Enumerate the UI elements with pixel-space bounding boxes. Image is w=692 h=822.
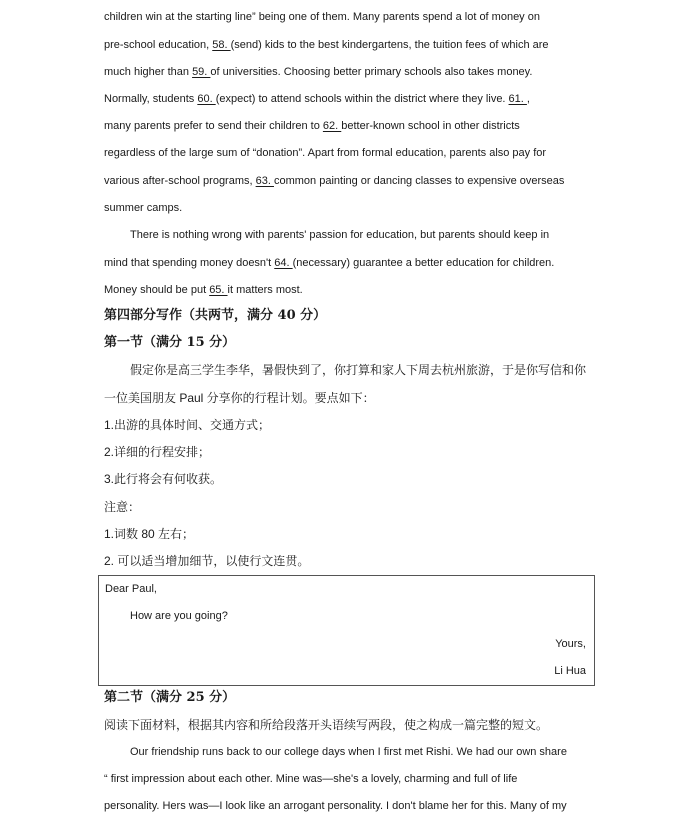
blank-59: 59.: [192, 66, 211, 78]
blank-62: 62.: [322, 120, 342, 132]
story-line-2: “ first impression about each other. Mine was—she's a lovely, charming and full of life: [104, 773, 518, 785]
letter-greeting: Dear Paul,: [105, 583, 157, 595]
passage-line-3: much higher than 59. of universities. Choosing better primary schools also takes money.: [104, 66, 533, 78]
story-line-1: Our friendship runs back to our college days when I first met Rishi. We had our own share: [130, 746, 567, 758]
passage-line-10: mind that spending money doesn't 64. (necessary) guarantee a better education for children.: [104, 257, 555, 269]
blank-58: 58.: [212, 39, 231, 51]
story-line-3: personality. Hers was—I look like an arrogant personality. I don't blame her for this. Many of my: [104, 800, 567, 812]
blank-61: 61.: [508, 93, 527, 105]
note-label: 注意：: [104, 500, 141, 514]
passage-line-6: regardless of the large sum of “donation”. Apart from formal education, parents also pay for: [104, 147, 547, 159]
note-1: 1.词数 80 左右；: [104, 527, 195, 541]
section2-instruction: 阅读下面材料，根据其内容和所给段落开头语续写两段，使之构成一篇完整的短文。: [104, 718, 549, 732]
section1-prompt-1: 假定你是高三学生李华，暑假快到了，你打算和家人下周去杭州旅游，于是你写信和你: [130, 363, 587, 377]
writing-part-title: 第四部分写作（共两节，满分 40 分）: [104, 308, 327, 323]
passage-line-11: Money should be put 65. it matters most.: [104, 284, 303, 296]
passage-line-4: Normally, students 60. (expect) to attend schools within the district where they live. 61. ,: [104, 93, 530, 105]
passage-line-8: summer camps.: [104, 202, 183, 214]
letter-box: [98, 575, 595, 686]
letter-opening: How are you going?: [130, 610, 228, 622]
letter-closing: Yours,: [555, 638, 586, 650]
note-2: 2. 可以适当增加细节，以使行文连贯。: [104, 554, 310, 568]
letter-signature: Li Hua: [554, 665, 586, 677]
section1-title: 第一节（满分 15 分）: [104, 335, 236, 350]
blank-64: 64.: [274, 257, 293, 269]
blank-60: 60.: [197, 93, 216, 105]
section1-prompt-2: 一位美国朋友 Paul 分享你的行程计划。要点如下：: [104, 391, 375, 405]
blank-63: 63.: [255, 175, 274, 187]
blank-65: 65.: [209, 284, 228, 296]
passage-line-2: pre-school education, 58. (send) kids to the best kindergartens, the tuition fees of which are: [104, 39, 549, 51]
passage-line-9: There is nothing wrong with parents' passion for education, but parents should keep in: [130, 229, 550, 241]
point-2: 2.详细的行程安排；: [104, 445, 211, 459]
point-1: 1.出游的具体时间、交通方式；: [104, 418, 271, 432]
passage-line-7: various after-school programs, 63. common painting or dancing classes to expensive overseas: [104, 175, 565, 187]
passage-line-1: children win at the starting line” being one of them. Many parents spend a lot of money on: [104, 11, 540, 23]
passage-line-5: many parents prefer to send their children to 62. better-known school in other districts: [104, 120, 520, 132]
section2-title: 第二节（满分 25 分）: [104, 690, 236, 705]
point-3: 3.此行将会有何收获。: [104, 472, 223, 486]
